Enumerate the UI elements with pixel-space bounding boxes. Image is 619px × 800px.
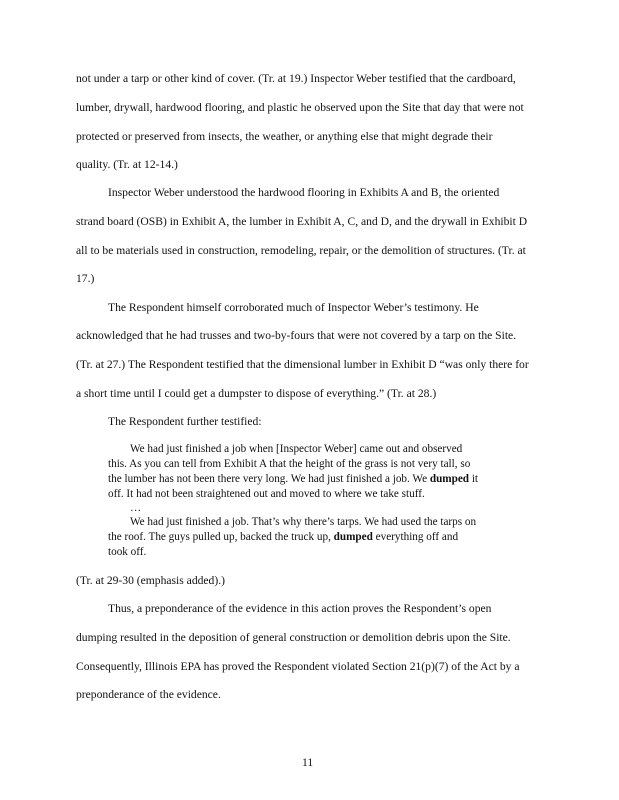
emphasis-dumped-1: dumped — [429, 473, 470, 485]
quote-1-line-4: off. It had not been straightened out and moved to where we take stuff. — [108, 488, 425, 500]
emphasis-dumped-2: dumped — [333, 531, 373, 543]
quote-1-line-2: this. As you can tell from Exhibit A that the height of the grass is not very tall, so — [108, 458, 471, 470]
paragraph-4-line-1: Thus, a preponderance of the evidence in this action proves the Respondent’s open — [108, 602, 492, 615]
quote-1-line-3-end: it — [469, 473, 479, 485]
quote-1-line-3 — [108, 473, 478, 486]
paragraph-4-line-3: Consequently, Illinois EPA has proved the Respondent violated Section 21(p)(7) of the Act by a — [76, 660, 520, 673]
quote-ellipsis: … — [130, 502, 142, 514]
quote-2-line-2 — [108, 531, 458, 544]
quote-2-line-2-end: everything off and — [372, 531, 459, 543]
paragraph-2-line-4: 17.) — [76, 272, 95, 285]
paragraph-3-line-2: acknowledged that he had trusses and two-by-fours that were not covered by a tarp on the Site. — [76, 329, 517, 342]
paragraph-3-line-4: a short time until I could get a dumpster to dispose of everything.” (Tr. at 28.) — [76, 387, 437, 400]
paragraph-1-line-3: protected or preserved from insects, the weather, or anything else that might degrade their — [76, 130, 493, 143]
paragraph-4-line-4: preponderance of the evidence. — [76, 688, 221, 701]
quote-intro: The Respondent further testified: — [108, 415, 262, 428]
paragraph-2-line-1: Inspector Weber understood the hardwood flooring in Exhibits A and B, the oriented — [108, 186, 500, 199]
paragraph-2-line-3: all to be materials used in construction, remodeling, repair, or the demolition of structures. (Tr. at — [76, 244, 526, 257]
quote-2-line-3: took off. — [108, 546, 147, 558]
paragraph-1-line-1: not under a tarp or other kind of cover. (Tr. at 19.) Inspector Weber testified that the cardboard, — [76, 72, 516, 85]
paragraph-4-line-2: dumping resulted in the deposition of general construction or demolition debris upon the Site. — [76, 631, 511, 644]
citation: (Tr. at 29-30 (emphasis added).) — [76, 574, 225, 587]
quote-1-line-1: We had just finished a job when [Inspector Weber] came out and observed — [130, 443, 463, 455]
quote-2-line-2-text: the roof. The guys pulled up, backed the truck up, — [108, 531, 334, 543]
paragraph-3-line-1: The Respondent himself corroborated much of Inspector Weber’s testimony. He — [108, 301, 479, 314]
quote-2-line-1: We had just finished a job. That’s why there’s tarps. We had used the tarps on — [130, 516, 477, 528]
page-number: 11 — [302, 756, 314, 769]
paragraph-3-line-3: (Tr. at 27.) The Respondent testified that the dimensional lumber in Exhibit D “was only there for — [76, 358, 529, 371]
paragraph-1-line-4: quality. (Tr. at 12-14.) — [76, 158, 178, 171]
paragraph-1-line-2: lumber, drywall, hardwood flooring, and plastic he observed upon the Site that day that were not — [76, 101, 524, 114]
paragraph-2-line-2: strand board (OSB) in Exhibit A, the lumber in Exhibit A, C, and D, and the drywall in Exhibit D — [76, 215, 528, 228]
quote-1-line-3-text: the lumber has not been there very long. We had just finished a job. We — [108, 473, 430, 485]
